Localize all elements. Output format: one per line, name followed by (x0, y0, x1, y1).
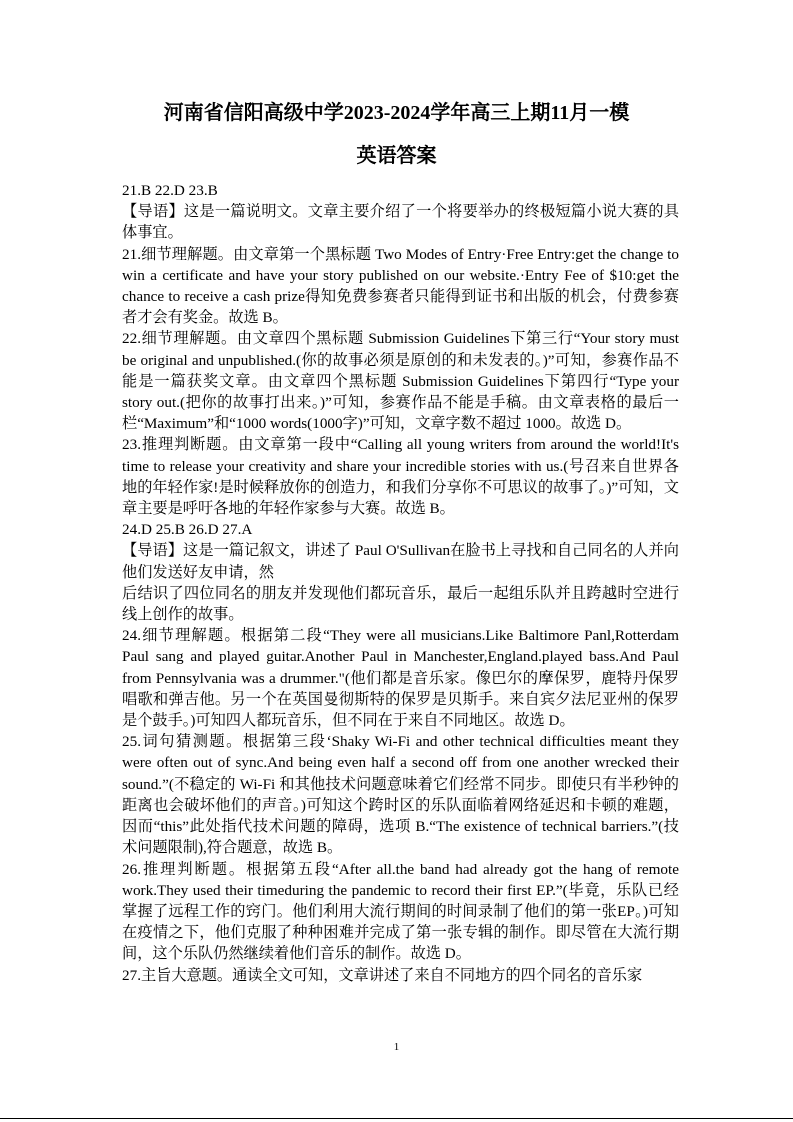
explanation-23: 23.推理判断题。由文章第一段中“Calling all young writers from around the world!It's time to release your creativity and share your incredible stories with us.(号召来自世界各地的年轻作家!是时候释放你的创造力，和我们分享你不可思议的故事了。)”可知，文章主要是呼吁各地的年轻作家参与大赛。故选 B。 (122, 436, 679, 518)
passage-intro-2-cont: 后结识了四位同名的朋友并发现他们都玩音乐，最后一起组乐队并且跨越时空进行线上创作的故事。 (122, 584, 679, 624)
explanation-21: 21.细节理解题。由文章第一个黑标题 Two Modes of Entry·Free Entry:get the change to win a certificate and have your story published on our website.·Entry Fee of $10:get the chance to receive a cash prize得知免费参赛者只能得到证书和出版的机会，付费参赛者才会有奖金。故选 B。 (122, 245, 679, 327)
document-subtitle: 英语答案 (356, 145, 437, 167)
passage-intro-2: 【导语】这是一篇记叙文，讲述了 Paul O'Sullivan在脸书上寻找和自己同名的人并向他们发送好友申请，然 (122, 542, 679, 581)
explanation-26: 26.推理判断题。根据第五段“After all.the band had already got the hang of remote work.They used their timeduring the pandemic to record their first EP.”(毕竟，乐队已经掌握了远程工作的窍门。他们利用大流行期间的时间录制了他们的第一张EP。)可知在疫情之下，他们克服了种种困难并完成了第一张专辑的制作。即尽管在大流行期间，这个乐队仍然继续着他们音乐的制作。故选 D。 (122, 860, 679, 963)
page-divider (0, 1118, 793, 1119)
answer-key-24-27: 24.D 25.B 26.D 27.A (122, 521, 253, 539)
page-number: 1 (393, 1041, 400, 1053)
document-title: 河南省信阳高级中学2023-2024学年高三上期11月一模 (163, 102, 630, 124)
explanation-22: 22.细节理解题。由文章四个黑标题 Submission Guidelines下第三行“Your story must be original and unpublished.(你的故事必须是原创的和未发表的。)”可知，参赛作品不能是一篇获奖文章。由文章四个黑标题 Submission Guidelines下第四行“Type your story out.(把你的故事打出来。)”可知，参赛作品不能是手稿。由文章表格的最后一栏“Maximum”和“1000 words(1000字)”可知，文章字数不超过 1000。故选 D。 (122, 330, 679, 433)
explanation-25: 25.词句猜测题。根据第三段‘Shaky Wi-Fi and other technical difficulties meant they were often out of sync.And being even half a second off from one another wrecked their sound.”(不稳定的 Wi-Fi 和其他技术问题意味着它们经常不同步。即使只有半秒钟的距离也会破坏他们的声音。)可知这个跨时区的乐队面临着网络延迟和卡顿的难题，因而“this”此处指代技术问题的障碍，选项 B.“The existence of technical barriers.”(技术问题限制),符合题意，故选 B。 (122, 733, 679, 857)
explanation-27: 27.主旨大意题。通读全文可知，文章讲述了来自不同地方的四个同名的音乐家 (122, 966, 643, 984)
answer-body (122, 180, 679, 986)
passage-intro-1: 【导语】这是一篇说明文。文章主要介绍了一个将要举办的终极短篇小说大赛的具体事宜。 (122, 203, 679, 242)
explanation-24: 24.细节理解题。根据第二段“They were all musicians.Like Baltimore Panl,Rotterdam Paul sang and played guitar.Another Paul in Manchester,England.played bass.And Paul from Pennsylvania was a drummer."(他们都是音乐家。像巴尔的摩保罗，鹿特丹保罗唱歌和弹吉他。另一个在英国曼彻斯特的保罗是贝斯手。来自宾夕法尼亚州的保罗是个鼓手。)可知四人都玩音乐，但不同在于来自不同地区。故选 D。 (122, 627, 679, 730)
answer-key-21-23: 21.B 22.D 23.B (122, 182, 218, 199)
